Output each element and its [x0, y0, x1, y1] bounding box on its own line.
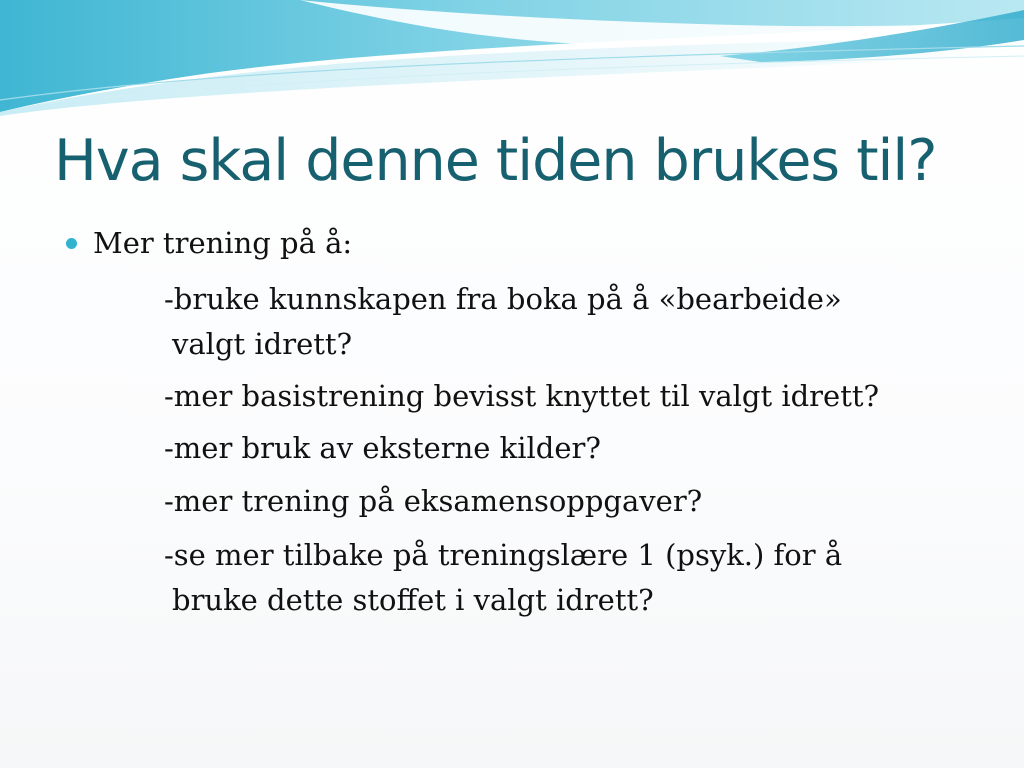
bullet-item — [66, 226, 352, 260]
bullet-dot-icon — [66, 238, 77, 249]
sub-item-5 — [164, 533, 842, 623]
sub-item-text: -mer bruk av eksterne kilder? — [164, 431, 601, 465]
sub-item-continuation: valgt idrett? — [172, 327, 353, 361]
sub-item-text: -mer basistrening bevisst knyttet til valgt idrett? — [164, 379, 880, 413]
sub-item-text: -bruke kunnskapen fra boka på å «bearbeide» — [164, 282, 842, 316]
sub-item-continuation: bruke dette stoffet i valgt idrett? — [172, 583, 654, 617]
slide-title: Hva skal denne tiden brukes til? — [54, 128, 937, 194]
sub-item-2 — [164, 374, 879, 419]
sub-item-4 — [164, 479, 702, 524]
sub-item-text: -mer trening på eksamensoppgaver? — [164, 484, 703, 518]
sub-item-1 — [164, 277, 842, 367]
sub-item-text: -se mer tilbake på treningslære 1 (psyk.) for å — [164, 538, 843, 572]
sub-item-3 — [164, 426, 601, 471]
bullet-text: Mer trening på å: — [93, 226, 353, 260]
